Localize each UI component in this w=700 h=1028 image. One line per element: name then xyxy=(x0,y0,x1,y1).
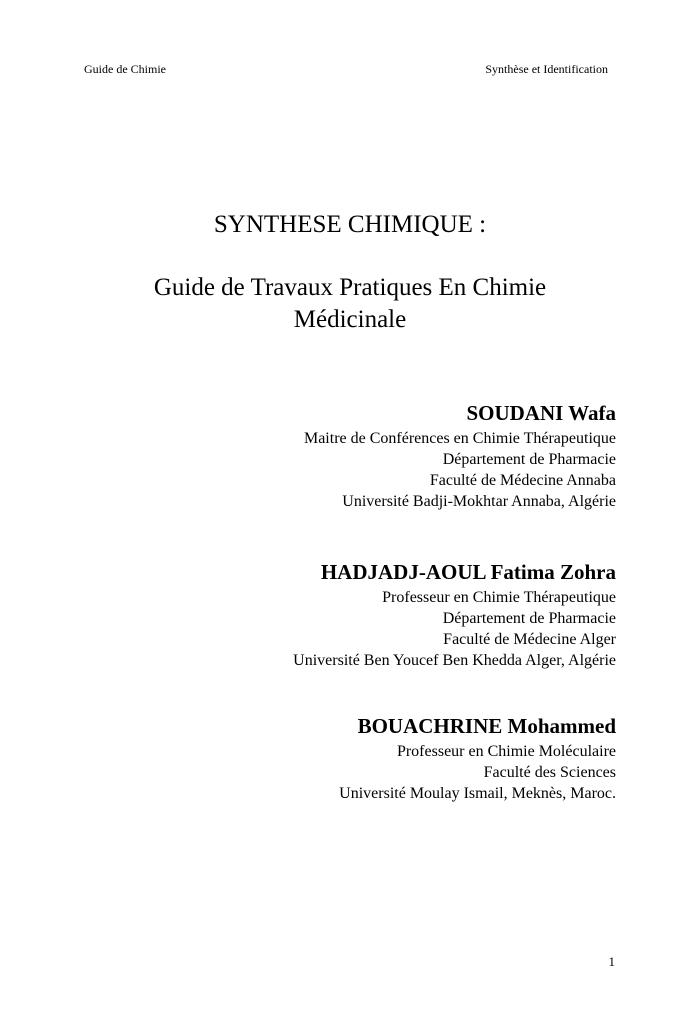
author-position: Professeur en Chimie Thérapeutique xyxy=(382,589,616,606)
author-university: Université Moulay Ismail, Meknès, Maroc. xyxy=(339,785,616,802)
author-faculty: Faculté de Médecine Annaba xyxy=(429,472,616,489)
document-subtitle xyxy=(0,272,700,336)
page-number: 1 xyxy=(608,954,615,969)
subtitle-line-2: Médicinale xyxy=(293,306,407,333)
author-faculty: Faculté de Médecine Alger xyxy=(443,631,616,648)
author-position: Professeur en Chimie Moléculaire xyxy=(396,743,616,760)
author-department: Département de Pharmacie xyxy=(442,610,616,627)
author-name: HADJADJ-AOUL Fatima Zohra xyxy=(320,560,616,584)
author-block-bouachrine xyxy=(339,711,616,804)
author-name: SOUDANI Wafa xyxy=(466,401,616,425)
running-header-left: Guide de Chimie xyxy=(84,62,166,76)
author-block-hadjadj-aoul xyxy=(293,557,616,671)
running-header-right: Synthèse et Identification xyxy=(485,62,608,76)
author-position: Maitre de Conférences en Chimie Thérapeutique xyxy=(303,430,616,447)
author-block-soudani xyxy=(304,398,616,512)
subtitle-line-1: Guide de Travaux Pratiques En Chimie xyxy=(153,274,547,301)
author-name: BOUACHRINE Mohammed xyxy=(357,714,616,738)
author-university: Université Badji-Mokhtar Annaba, Algérie xyxy=(342,493,616,510)
document-title: SYNTHESE CHIMIQUE : xyxy=(213,211,487,238)
author-department: Département de Pharmacie xyxy=(442,451,616,468)
author-university: Université Ben Youcef Ben Khedda Alger, Algérie xyxy=(293,652,616,669)
author-faculty: Faculté des Sciences xyxy=(483,764,616,781)
